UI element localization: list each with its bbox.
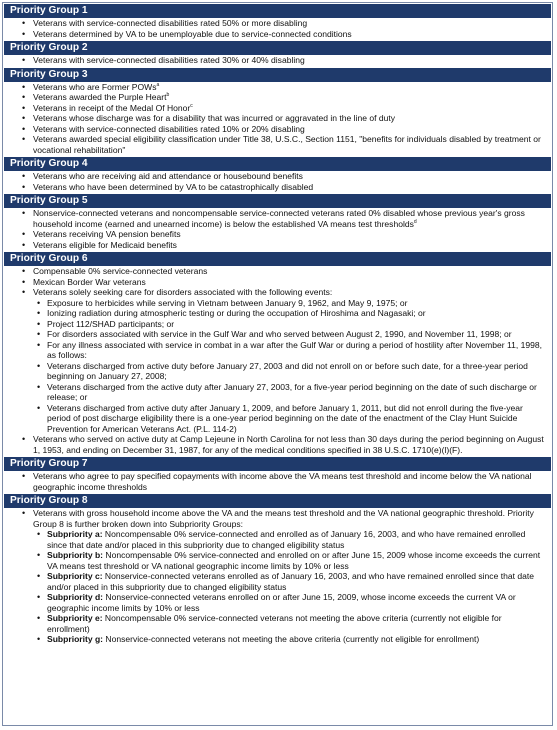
priority-group-1 xyxy=(3,3,552,40)
subpriority-label: Subpriority a: xyxy=(47,529,103,539)
sub-list-item xyxy=(3,382,552,403)
group-header: Priority Group 2 xyxy=(4,40,551,55)
priority-group-3 xyxy=(3,67,552,157)
group-header: Priority Group 8 xyxy=(4,493,551,508)
priority-group-7 xyxy=(3,456,552,493)
list-item xyxy=(3,266,552,277)
item-text: Nonservice-connected veterans enrolled on or after June 15, 2009, whose income exceeds the current VA or geographic income limits by 10% or less xyxy=(47,592,516,613)
group-header: Priority Group 6 xyxy=(4,251,551,266)
subpriority-label: Subpriority b: xyxy=(47,550,104,560)
group-header: Priority Group 7 xyxy=(4,456,551,471)
priority-group-5 xyxy=(3,193,552,251)
item-text: Veterans who have been determined by VA to be catastrophically disabled xyxy=(33,181,314,192)
item-text: Veterans who agree to pay specified copayments with income above the VA means test threshold and income below the VA national geographic income thresholds xyxy=(33,471,532,492)
sub-list-item xyxy=(3,550,552,571)
priority-group-2 xyxy=(3,40,552,67)
item-text: Mexican Border War veterans xyxy=(33,276,146,287)
item-text: Veterans who are receiving aid and attendance or housebound benefits xyxy=(33,171,303,181)
list-item xyxy=(3,113,552,124)
item-text: Nonservice-connected veterans enrolled as of January 16, 2003, and who have remained enrolled since that date and/or placed in this subpriority due to changed eligibility status xyxy=(47,571,534,592)
item-text: Veterans eligible for Medicaid benefits xyxy=(33,239,177,250)
item-text: Ionizing radiation during atmospheric testing or during the occupation of Hiroshima and Nagasaki; or xyxy=(47,308,426,318)
item-text: Veterans who are Former POWs xyxy=(33,81,157,92)
item-text: Veterans awarded the Purple Heart xyxy=(33,92,167,102)
item-text: Veterans determined by VA to be unemployable due to service-connected conditions xyxy=(33,28,352,39)
sub-list-item xyxy=(3,329,552,340)
item-text: Veterans whose discharge was for a disability that was incurred or aggravated in the line of duty xyxy=(33,113,396,123)
sub-list-item xyxy=(3,571,552,592)
sub-list-item xyxy=(3,340,552,361)
sub-list-item xyxy=(3,613,552,634)
list-item xyxy=(3,124,552,135)
footnote-marker: b xyxy=(166,92,170,99)
priority-group-8 xyxy=(3,493,552,646)
list-item xyxy=(3,434,552,455)
subpriority-label: Subpriority g: xyxy=(47,634,104,644)
item-text: Veterans in receipt of the Medal Of Honor xyxy=(33,102,191,113)
list-item xyxy=(3,55,552,66)
item-text: Veterans awarded special eligibility classification under Title 38, U.S.C., Section 1151, "benefits for individuals disabled by treatment or vocational rehabilitation" xyxy=(33,134,541,155)
item-text: Veterans discharged from active duty after January 1, 2009, and before January 1, 2011, but did not enroll during the five-year period of post discharge eligibility there is a one-year period beginning on the date of the enactment of the Clay Hunt Suicide Prevention for American Veterans Act. (P.L. 114-2) xyxy=(47,402,523,434)
sub-list-item xyxy=(3,403,552,435)
subpriority-label: Subpriority c: xyxy=(47,571,103,581)
list-item xyxy=(3,208,552,229)
group-items xyxy=(3,508,552,645)
sub-list-item xyxy=(3,308,552,319)
list-item xyxy=(3,287,552,298)
list-item xyxy=(3,29,552,40)
item-text: Veterans with gross household income above the VA and the means test threshold and the VA national geographic threshold. Priority Group 8 is further broken down into Subpriority Groups: xyxy=(33,508,534,529)
group-items xyxy=(3,18,552,39)
item-text: Veterans with service-connected disabilities rated 50% or more disabling xyxy=(33,18,308,28)
priority-groups-table xyxy=(2,2,553,726)
list-item xyxy=(3,92,552,103)
footnote-marker: d xyxy=(413,218,417,225)
group-items xyxy=(3,208,552,250)
item-text: Veterans with service-connected disabilities rated 10% or 20% disabling xyxy=(33,123,305,134)
footnote-marker: a xyxy=(156,81,160,88)
group-items xyxy=(3,471,552,492)
item-text: Veterans discharged from the active duty after January 27, 2003, for a five-year period beginning on the date of such discharge or release; or xyxy=(47,381,537,402)
item-text: Veterans discharged from active duty before January 27, 2003 and did not enroll on or before such date, for a three-year period beginning on January 27, 2008; xyxy=(47,360,528,381)
item-text: Project 112/SHAD participants; or xyxy=(47,318,175,329)
group-items xyxy=(3,55,552,66)
item-text: Veterans who served on active duty at Camp Lejeune in North Carolina for not less than 30 days during the period beginning on August 1, 1953, and ending on December 31, 1987, for any of the medical conditions specified in 38 U.S.C. 1710(e)(l)(F). xyxy=(33,434,544,455)
item-text: Nonservice-connected veterans not meeting the above criteria (currently not eligible for enrollment) xyxy=(103,634,480,644)
list-item xyxy=(3,240,552,251)
list-item xyxy=(3,18,552,29)
item-text: Noncompensable 0% service-connected and enrolled as of January 16, 2003, and who have remained enrolled since that date and/or placed in this subpriority due to changed eligibility status xyxy=(47,529,526,550)
item-text: Veterans receiving VA pension benefits xyxy=(33,229,181,239)
group-header: Priority Group 1 xyxy=(4,3,551,18)
list-item xyxy=(3,134,552,155)
subpriority-label: Subpriority d: xyxy=(47,592,104,602)
list-item xyxy=(3,103,552,114)
item-text: Noncompensable 0% service-connected and enrolled on or after June 15, 2009 whose income exceeds the current VA means test threshold or VA national geographic income limits by 10% or less xyxy=(47,550,541,571)
sub-list-item xyxy=(3,361,552,382)
sub-list-item xyxy=(3,298,552,309)
list-item xyxy=(3,508,552,529)
group-header: Priority Group 3 xyxy=(4,67,551,82)
list-item xyxy=(3,171,552,182)
subpriority-label: Subpriority e: xyxy=(47,613,103,623)
group-header: Priority Group 4 xyxy=(4,156,551,171)
priority-group-6 xyxy=(3,251,552,456)
item-text: Veterans solely seeking care for disorders associated with the following events: xyxy=(33,287,333,297)
sub-list-item xyxy=(3,634,552,645)
list-item xyxy=(3,182,552,193)
sub-list-item xyxy=(3,592,552,613)
item-text: For disorders associated with service in the Gulf War and who served between August 2, 1990, and November 11, 1998; or xyxy=(47,329,512,339)
group-items xyxy=(3,171,552,192)
item-text: For any illness associated with service in combat in a war after the Gulf War or during a period of hostility after November 11, 1998, as follows: xyxy=(47,339,542,360)
group-items xyxy=(3,82,552,156)
priority-group-4 xyxy=(3,156,552,193)
list-item xyxy=(3,82,552,93)
list-item xyxy=(3,471,552,492)
sub-list-item xyxy=(3,319,552,330)
item-text: Nonservice-connected veterans and noncompensable service-connected veterans rated 0% disabled whose previous year's gross household income (earned and unearned income) is below the established VA means test thresholds xyxy=(33,208,525,229)
list-item xyxy=(3,229,552,240)
item-text: Exposure to herbicides while serving in Vietnam between January 9, 1962, and May 9, 1975; or xyxy=(47,297,408,308)
footnote-marker: c xyxy=(190,102,193,109)
item-text: Noncompensable 0% service-connected veterans not meeting the above criteria (currently not eligible for enrollment) xyxy=(47,613,502,634)
list-item xyxy=(3,277,552,288)
item-text: Compensable 0% service-connected veterans xyxy=(33,266,208,276)
sub-list-item xyxy=(3,529,552,550)
group-header: Priority Group 5 xyxy=(4,193,551,208)
group-items xyxy=(3,266,552,455)
item-text: Veterans with service-connected disabilities rated 30% or 40% disabling xyxy=(33,55,305,65)
